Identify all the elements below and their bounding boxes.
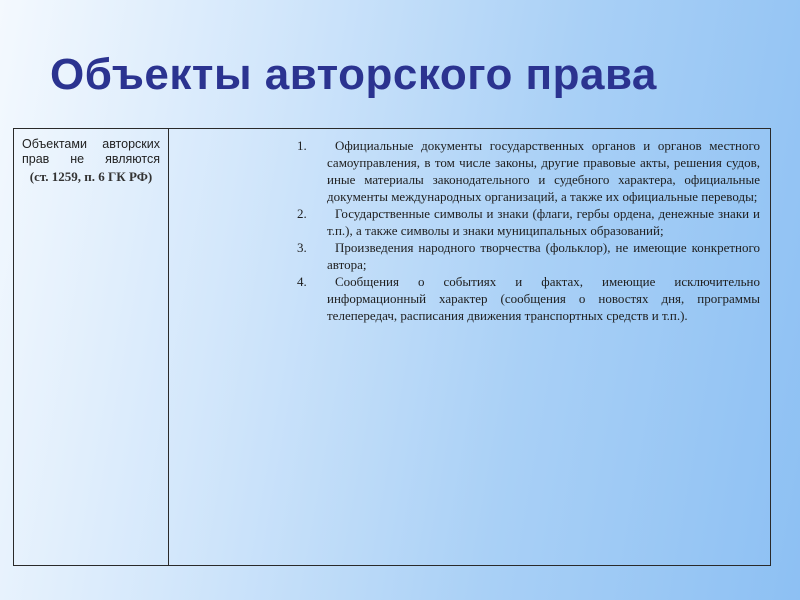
list-item [170,205,760,239]
list-item-number: 4. [297,274,307,289]
left-cell-text: Объектами авторских прав не являются [22,137,160,166]
list-item-number: 1. [297,138,307,153]
list-item-number: 3. [297,240,307,255]
list-item [170,239,760,273]
list-item-text: Сообщения о событиях и фактах, имеющие исключительно информационный характер (сообщения о новостях дня, программы телепередач, расписания движения транспортных средств и т.п.). [327,274,760,323]
list-item [170,273,760,324]
exclusions-list [170,137,760,324]
legal-reference: (ст. 1259, п. 6 ГК РФ) [29,169,153,184]
list-item-text: Официальные документы государственных органов и органов местного самоуправления, в том числе законы, другие правовые акты, решения судов, иные материалы законодательного и судебного характера, официальные документы международных организаций, а также их официальные переводы; [327,138,760,204]
slide-title: Объекты авторского права [50,50,657,99]
list-item-number: 2. [297,206,307,221]
table-left-cell [14,129,169,565]
list-item-text: Государственные символы и знаки (флаги, гербы ордена, денежные знаки и т.п.), а также символы и знаки муниципальных образований; [327,206,760,238]
table-right-cell [170,129,770,565]
list-item [170,137,760,205]
list-item-text: Произведения народного творчества (фольклор), не имеющие конкретного автора; [327,240,760,272]
content-table [13,128,771,566]
